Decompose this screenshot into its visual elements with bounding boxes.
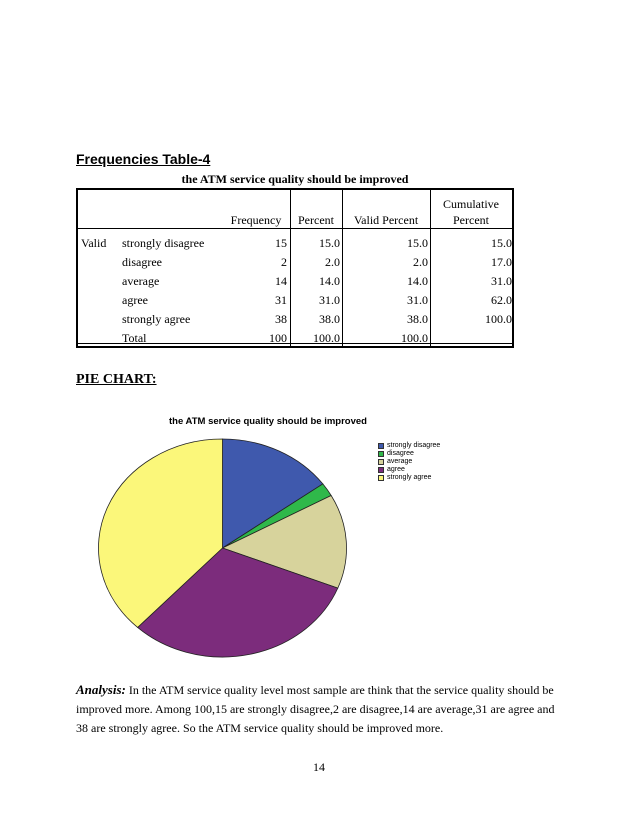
legend-label: strongly disagree (387, 442, 441, 449)
cell-frequency: 2 (281, 255, 287, 269)
header-divider (78, 228, 512, 229)
row-label: Total (122, 331, 147, 345)
analysis-text: In the ATM service quality level most sample are think that the service quality should be improved more. Among 100,15 are strongly disagree,2 are disagree,14 are average,31 are agree and 38 are strongly agree. So the ATM service quality should be improved more. (76, 683, 555, 735)
page-number: 14 (313, 760, 325, 774)
chart-title: the ATM service quality should be improved (169, 416, 367, 427)
legend-item (378, 458, 440, 466)
cell-cumulative: 62.0 (491, 293, 512, 307)
legend-swatch (378, 443, 384, 449)
legend-item (378, 466, 440, 474)
pie-chart (95, 438, 351, 662)
row-label: agree (122, 293, 148, 307)
cell-frequency: 15 (275, 236, 287, 250)
cell-cumulative: 100.0 (485, 312, 512, 326)
pie-chart-heading: PIE CHART: (76, 372, 157, 387)
legend-label: agree (387, 466, 405, 473)
cell-frequency: 14 (275, 274, 287, 288)
analysis-label: Analysis: (76, 682, 126, 697)
cell-percent: 31.0 (319, 293, 340, 307)
cell-percent: 2.0 (325, 255, 340, 269)
cell-valid-percent: 100.0 (401, 331, 428, 345)
header-frequency: Frequency (230, 213, 282, 227)
section-heading: Frequencies Table-4 (76, 151, 211, 167)
cell-valid-percent: 31.0 (407, 293, 428, 307)
cell-percent: 100.0 (313, 331, 340, 345)
table-title: the ATM service quality should be improved (181, 172, 409, 186)
cell-cumulative: 17.0 (491, 255, 512, 269)
legend-label: disagree (387, 450, 414, 457)
cell-percent: 38.0 (319, 312, 340, 326)
legend-item (378, 442, 440, 450)
cell-cumulative: 31.0 (491, 274, 512, 288)
legend-item (378, 450, 440, 458)
legend-swatch (378, 459, 384, 465)
row-label: strongly disagree (122, 236, 205, 250)
cell-percent: 15.0 (319, 236, 340, 250)
header-percent: Percent (298, 213, 334, 227)
legend-label: strongly agree (387, 474, 432, 481)
cell-frequency: 38 (275, 312, 287, 326)
analysis-paragraph (76, 680, 566, 738)
cell-percent: 14.0 (319, 274, 340, 288)
cell-valid-percent: 15.0 (407, 236, 428, 250)
row-label: average (122, 274, 160, 288)
header-cumulative-percent: Cumulative Percent (443, 197, 499, 227)
cell-cumulative: 15.0 (491, 236, 512, 250)
legend-swatch (378, 475, 384, 481)
legend-label: average (387, 458, 413, 465)
group-label-valid: Valid (81, 236, 107, 250)
legend-item (378, 474, 440, 482)
header-valid-percent: Valid Percent (353, 213, 419, 227)
cell-frequency: 100 (269, 331, 287, 345)
cell-valid-percent: 2.0 (413, 255, 428, 269)
row-label: strongly agree (122, 312, 191, 326)
frequency-table (76, 188, 514, 348)
cell-valid-percent: 38.0 (407, 312, 428, 326)
legend-swatch (378, 451, 384, 457)
cell-frequency: 31 (275, 293, 287, 307)
chart-legend (378, 442, 440, 482)
row-label: disagree (122, 255, 162, 269)
legend-swatch (378, 467, 384, 473)
cell-valid-percent: 14.0 (407, 274, 428, 288)
